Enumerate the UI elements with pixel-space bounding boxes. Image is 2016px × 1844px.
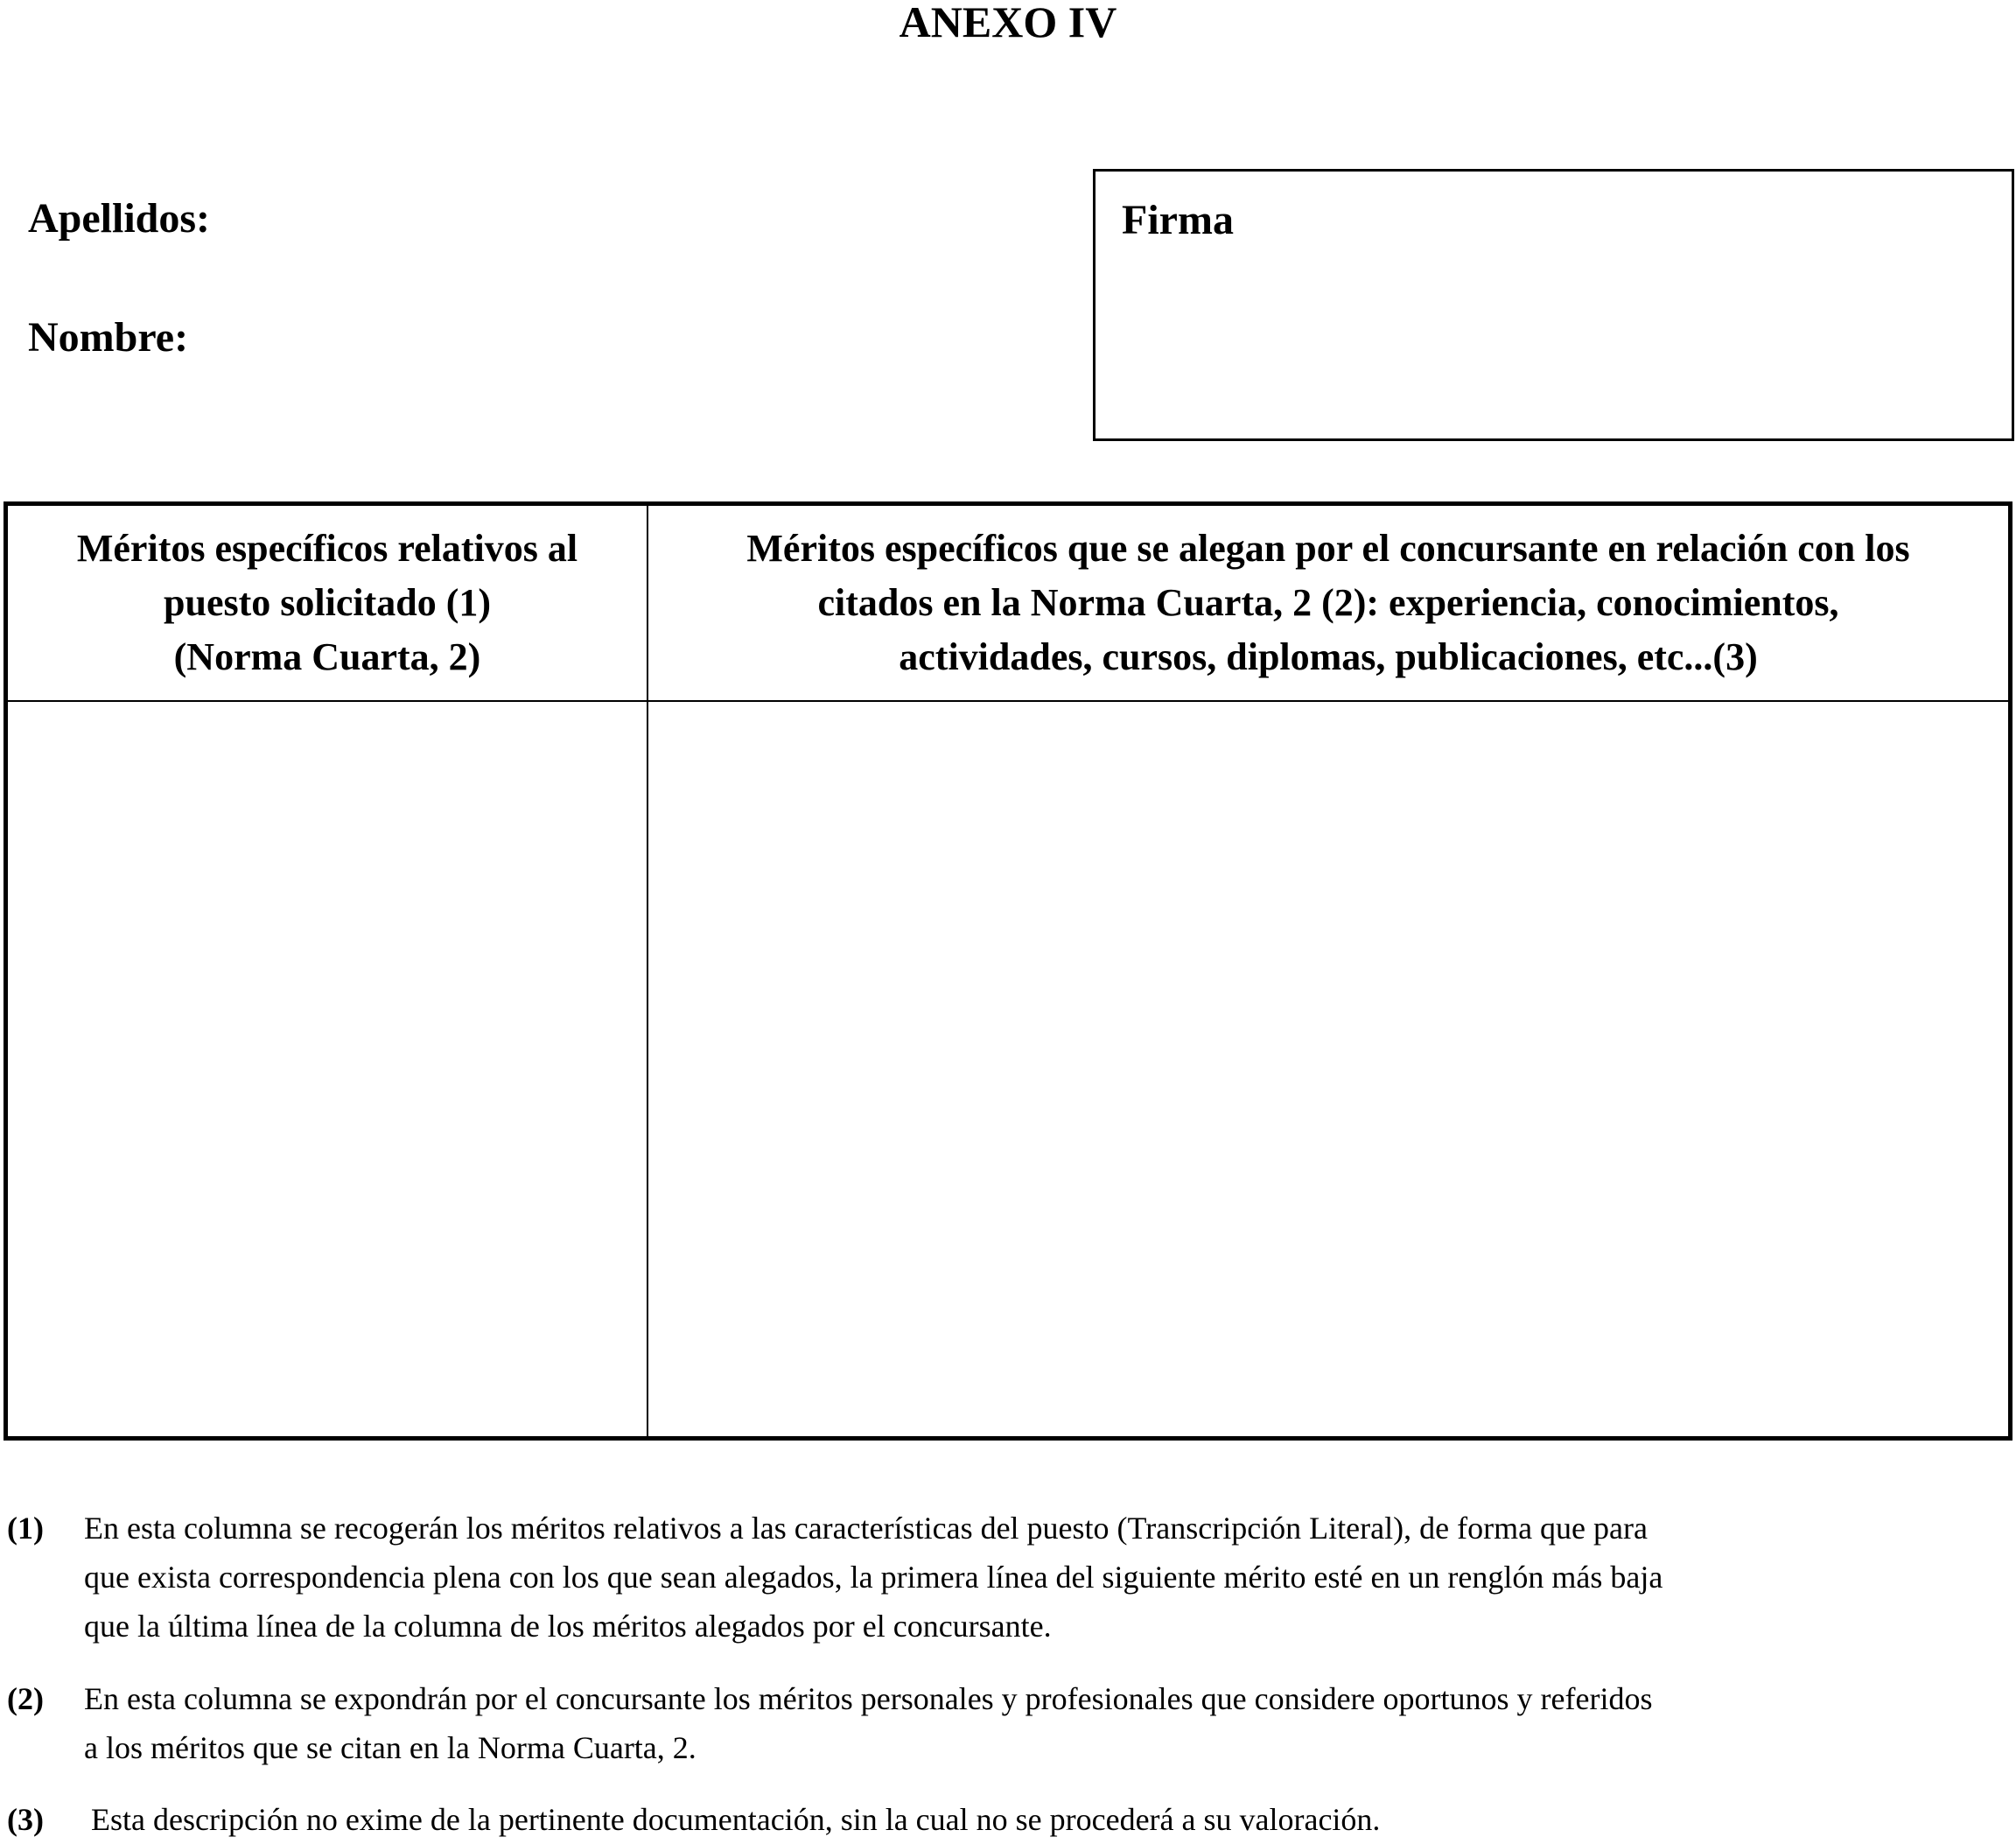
header-line: puesto solicitado (1) bbox=[164, 581, 491, 624]
header-line: Méritos específicos relativos al bbox=[76, 527, 578, 570]
header-merits-alleged bbox=[648, 504, 2011, 702]
signature-box[interactable] bbox=[1093, 169, 2014, 441]
footnote-line: que exista correspondencia plena con los que sean alegados, la primera línea del siguiente mérito esté en un renglón más baja bbox=[84, 1560, 1663, 1595]
header-line: (Norma Cuarta, 2) bbox=[173, 635, 481, 678]
footnote-line: a los méritos que se citan en la Norma Cuarta, 2. bbox=[84, 1730, 696, 1765]
merits-table bbox=[4, 501, 2012, 1441]
footnote-line: En esta columna se recogerán los méritos relativos a las características del puesto (Transcripción Literal), de forma que para bbox=[84, 1511, 1648, 1546]
nombre-label: Nombre: bbox=[28, 314, 189, 361]
apellidos-label: Apellidos: bbox=[28, 195, 211, 242]
merits-position-cell[interactable] bbox=[6, 701, 648, 1439]
header-line: Méritos específicos que se alegan por el concursante en relación con los bbox=[746, 527, 1910, 570]
footnote-number: (1) bbox=[7, 1511, 44, 1546]
header-line: actividades, cursos, diplomas, publicaciones, etc...(3) bbox=[899, 635, 1758, 678]
footnote-text bbox=[91, 1795, 2011, 1844]
firma-label: Firma bbox=[1122, 197, 1234, 243]
footnote-line: que la última línea de la columna de los méritos alegados por el concursante. bbox=[84, 1609, 1052, 1644]
header-merits-position bbox=[6, 504, 648, 702]
footnote-line: Esta descripción no exime de la pertinente documentación, sin la cual no se procederá a su valoración. bbox=[91, 1802, 1381, 1837]
footnote-text bbox=[84, 1674, 2011, 1772]
footnote-number: (3) bbox=[7, 1802, 44, 1837]
merits-alleged-cell[interactable] bbox=[648, 701, 2011, 1439]
footnote-text bbox=[84, 1504, 2011, 1651]
page-title: ANEXO IV bbox=[899, 0, 1117, 46]
footnote-line: En esta columna se expondrán por el concursante los méritos personales y profesionales que considere oportunos y referidos bbox=[84, 1681, 1653, 1716]
footnote-number: (2) bbox=[7, 1681, 44, 1716]
header-line: citados en la Norma Cuarta, 2 (2): experiencia, conocimientos, bbox=[817, 581, 1839, 624]
